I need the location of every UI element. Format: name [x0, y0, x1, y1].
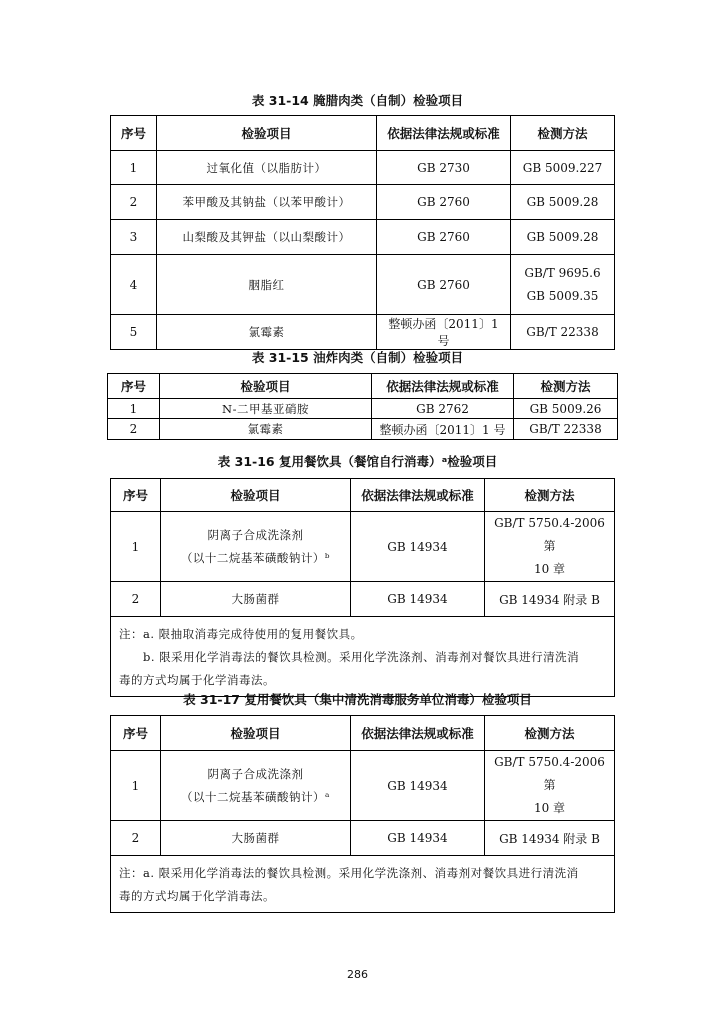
method-line: GB/T 5750.4-2006 第: [494, 516, 605, 553]
cell-item: 氯霉素: [160, 419, 372, 440]
cell-method: [485, 512, 615, 582]
method-line: GB/T 9695.6: [524, 265, 601, 280]
cell-basis: GB 2760: [377, 255, 511, 315]
table-header-row: [111, 479, 615, 512]
table-row: [111, 512, 615, 582]
note-line: 注：a. 限采用化学消毒法的餐饮具检测。采用化学洗涤剂、消毒剂对餐饮具进行清洗消: [119, 866, 579, 880]
header-method: 检测方法: [485, 716, 615, 751]
table-31-16-caption: 表 31-16 复用餐饮具（餐馆自行消毒）ᵃ检验项目: [217, 454, 498, 469]
cell-item: [161, 512, 351, 582]
cell-basis: GB 2762: [372, 399, 514, 419]
table-notes-row: [111, 856, 615, 913]
header-no: 序号: [111, 716, 161, 751]
cell-no: 2: [111, 821, 161, 856]
cell-method: GB/T 22338: [514, 419, 618, 440]
header-item: 检验项目: [160, 374, 372, 399]
page-number: 286: [347, 968, 368, 981]
note-line: 毒的方式均属于化学消毒法。: [119, 889, 275, 903]
cell-item: [161, 751, 351, 821]
item-line: （以十二烷基苯磺酸钠计）ᵃ: [181, 789, 330, 804]
cell-basis: GB 2760: [377, 220, 511, 255]
table-31-16: [110, 478, 615, 697]
cell-no: 1: [111, 151, 157, 185]
cell-item: 大肠菌群: [161, 821, 351, 856]
header-item: 检验项目: [157, 116, 377, 151]
cell-method: GB 5009.28: [511, 185, 615, 220]
cell-item: 苯甲酸及其钠盐（以苯甲酸计）: [157, 185, 377, 220]
cell-item: 山梨酸及其钾盐（以山梨酸计）: [157, 220, 377, 255]
cell-method: GB 5009.227: [511, 151, 615, 185]
table-31-15-caption: 表 31-15 油炸肉类（自制）检验项目: [251, 350, 464, 365]
table-row: [108, 419, 618, 440]
header-item: 检验项目: [161, 716, 351, 751]
cell-no: 1: [111, 512, 161, 582]
table-row: [111, 255, 615, 315]
cell-basis: GB 2730: [377, 151, 511, 185]
table-row: [108, 399, 618, 419]
header-basis: 依据法律法规或标准: [377, 116, 511, 151]
table-31-14-caption: 表 31-14 腌腊肉类（自制）检验项目: [251, 93, 464, 108]
cell-basis: GB 2760: [377, 185, 511, 220]
method-line: 10 章: [533, 801, 566, 815]
header-no: 序号: [111, 479, 161, 512]
cell-item: 胭脂红: [157, 255, 377, 315]
note-line: 毒的方式均属于化学消毒法。: [119, 673, 275, 687]
table-notes: [111, 617, 615, 697]
cell-method: GB 5009.28: [511, 220, 615, 255]
header-no: 序号: [108, 374, 160, 399]
table-header-row: [111, 116, 615, 151]
header-method: 检测方法: [514, 374, 618, 399]
cell-basis: 整顿办函〔2011〕1 号: [372, 419, 514, 440]
header-method: 检测方法: [485, 479, 615, 512]
table-row: [111, 185, 615, 220]
table-row: [111, 220, 615, 255]
method-line: 10 章: [533, 562, 566, 576]
table-header-row: [111, 716, 615, 751]
cell-no: 2: [108, 419, 160, 440]
cell-method: GB 5009.26: [514, 399, 618, 419]
cell-item: 过氧化值（以脂肪计）: [157, 151, 377, 185]
cell-no: 3: [111, 220, 157, 255]
cell-basis: 整顿办函〔2011〕1 号: [377, 315, 511, 350]
cell-basis: GB 14934: [351, 512, 485, 582]
note-line: 注：a. 限抽取消毒完成待使用的复用餐饮具。: [119, 627, 363, 641]
table-row: [111, 151, 615, 185]
cell-method: [485, 751, 615, 821]
method-line: GB 5009.35: [526, 288, 599, 303]
cell-method: GB 14934 附录 B: [485, 582, 615, 617]
table-row: [111, 751, 615, 821]
cell-no: 1: [108, 399, 160, 419]
item-line: （以十二烷基苯磺酸钠计）ᵇ: [180, 550, 331, 565]
item-line: 阴离子合成洗涤剂: [207, 766, 304, 781]
table-row: [111, 582, 615, 617]
table-31-14: [110, 115, 615, 350]
cell-method: GB/T 22338: [511, 315, 615, 350]
table-row: [111, 315, 615, 350]
cell-item: N-二甲基亚硝胺: [160, 399, 372, 419]
cell-no: 4: [111, 255, 157, 315]
note-line: b. 限采用化学消毒法的餐饮具检测。采用化学洗涤剂、消毒剂对餐饮具进行清洗消: [143, 650, 580, 664]
cell-no: 1: [111, 751, 161, 821]
table-notes-row: [111, 617, 615, 697]
cell-basis: GB 14934: [351, 751, 485, 821]
header-item: 检验项目: [161, 479, 351, 512]
cell-no: 2: [111, 582, 161, 617]
table-header-row: [108, 374, 618, 399]
table-notes: [111, 856, 615, 913]
table-31-17-caption: 表 31-17 复用餐饮具（集中清洗消毒服务单位消毒）检验项目: [183, 692, 532, 707]
header-method: 检测方法: [511, 116, 615, 151]
table-row: [111, 821, 615, 856]
cell-no: 5: [111, 315, 157, 350]
header-basis: 依据法律法规或标准: [351, 716, 485, 751]
table-31-15: [107, 373, 618, 440]
header-basis: 依据法律法规或标准: [351, 479, 485, 512]
item-line: 阴离子合成洗涤剂: [207, 527, 304, 542]
cell-basis: GB 14934: [351, 821, 485, 856]
cell-method: GB 14934 附录 B: [485, 821, 615, 856]
method-line: GB/T 5750.4-2006 第: [494, 755, 605, 792]
cell-item: 大肠菌群: [161, 582, 351, 617]
cell-basis: GB 14934: [351, 582, 485, 617]
header-no: 序号: [111, 116, 157, 151]
table-31-17: [110, 715, 615, 913]
header-basis: 依据法律法规或标准: [372, 374, 514, 399]
cell-no: 2: [111, 185, 157, 220]
cell-method: [511, 255, 615, 315]
cell-item: 氯霉素: [157, 315, 377, 350]
